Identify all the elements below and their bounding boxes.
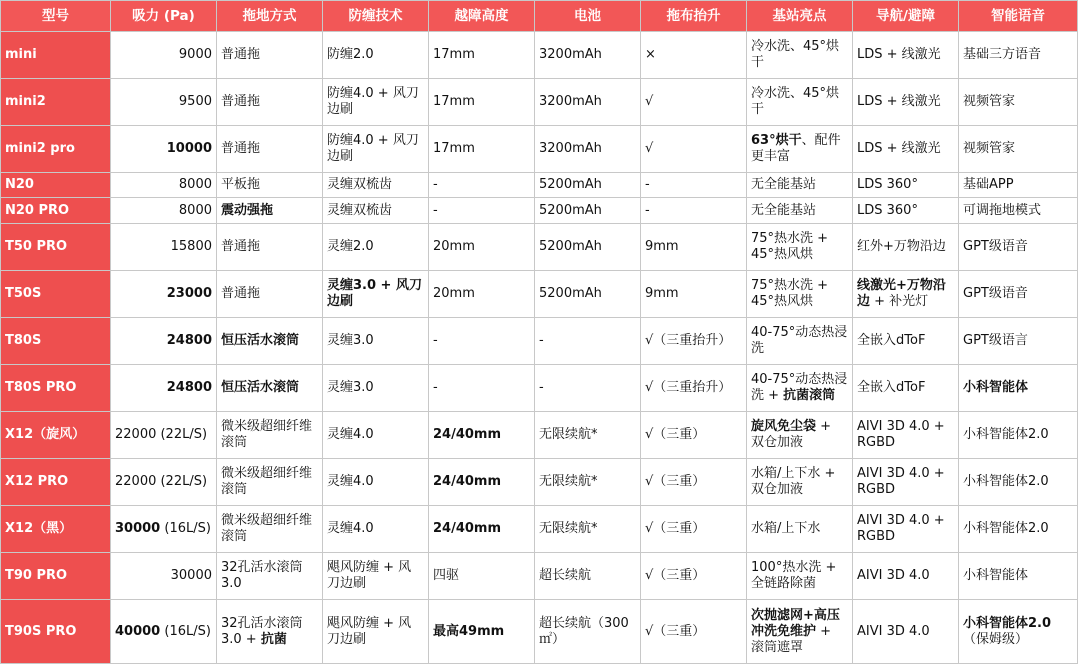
cell-battery: - — [535, 318, 641, 365]
cell-lift: 9mm — [641, 224, 747, 271]
cell-model: T90S PRO — [1, 600, 111, 664]
suction-value: 30000 — [115, 521, 161, 536]
cell-lift: √（三重抬升） — [641, 365, 747, 412]
cell-lift: √（三重） — [641, 553, 747, 600]
suction-flow: (16L/S) — [160, 623, 211, 639]
voice-highlight: 小科智能体2.0 — [963, 615, 1052, 631]
nav-highlight: 线激光+万物沿边 — [857, 278, 946, 309]
cell-mop: 32孔活水滚筒3.0 — [217, 553, 323, 600]
cell-voice: 小科智能体 — [959, 553, 1078, 600]
cell-nav: 全嵌入dToF — [853, 318, 959, 365]
cell-nav: 全嵌入dToF — [853, 365, 959, 412]
cell-station: 冷水洗、45°烘干 — [747, 32, 853, 79]
table-row — [1, 553, 1078, 600]
cell-lift: √（三重） — [641, 412, 747, 459]
cell-obstacle: 17mm — [429, 79, 535, 126]
cell-nav: LDS 360° — [853, 173, 959, 198]
cell-voice — [959, 600, 1078, 664]
cell-station — [747, 412, 853, 459]
cell-mop: 微米级超细纤维滚筒 — [217, 412, 323, 459]
cell-lift: √（三重抬升） — [641, 318, 747, 365]
cell-suction: 8000 — [111, 198, 217, 224]
cell-obstacle: 四驱 — [429, 553, 535, 600]
table-row — [1, 79, 1078, 126]
cell-model: X12（黑） — [1, 506, 111, 553]
cell-suction — [111, 506, 217, 553]
station-highlight: 63°烘干 — [751, 133, 802, 148]
station-text: + 滚筒遮罩 — [751, 623, 832, 655]
cell-tangle: 灵缠4.0 — [323, 459, 429, 506]
cell-station: 75°热水洗 + 45°热风烘 — [747, 271, 853, 318]
cell-tangle: 防缠4.0 + 风刀边刷 — [323, 126, 429, 173]
table-row — [1, 173, 1078, 198]
cell-station: 水箱/上下水 + 双仓加液 — [747, 459, 853, 506]
cell-suction: 22000 (22L/S) — [111, 412, 217, 459]
cell-obstacle: 20mm — [429, 271, 535, 318]
nav-text: + 补光灯 — [870, 294, 929, 309]
table-row — [1, 459, 1078, 506]
cell-mop: 平板拖 — [217, 173, 323, 198]
cell-mop: 恒压活水滚筒 — [217, 318, 323, 365]
cell-mop: 恒压活水滚筒 — [217, 365, 323, 412]
cell-lift: - — [641, 173, 747, 198]
header-obstacle: 越障高度 — [429, 1, 535, 32]
cell-mop: 震动强拖 — [217, 198, 323, 224]
table-row — [1, 412, 1078, 459]
cell-nav: LDS 360° — [853, 198, 959, 224]
cell-obstacle: 24/40mm — [429, 459, 535, 506]
header-tangle: 防缠技术 — [323, 1, 429, 32]
cell-battery: - — [535, 365, 641, 412]
cell-voice: 基础APP — [959, 173, 1078, 198]
cell-nav: AIVI 3D 4.0 + RGBD — [853, 412, 959, 459]
cell-suction — [111, 600, 217, 664]
cell-obstacle: - — [429, 365, 535, 412]
cell-obstacle: 24/40mm — [429, 412, 535, 459]
cell-lift: √ — [641, 79, 747, 126]
cell-tangle: 灵缠双梳齿 — [323, 173, 429, 198]
cell-battery: 无限续航* — [535, 412, 641, 459]
cell-suction: 9000 — [111, 32, 217, 79]
cell-station: 40-75°动态热浸洗 — [747, 318, 853, 365]
cell-battery: 无限续航* — [535, 506, 641, 553]
cell-tangle: 飓风防缠 + 风刀边刷 — [323, 553, 429, 600]
cell-lift: √（三重） — [641, 506, 747, 553]
cell-mop: 普通拖 — [217, 224, 323, 271]
header-nav: 导航/避障 — [853, 1, 959, 32]
table-row — [1, 32, 1078, 79]
voice-text: （保姆级） — [963, 631, 1029, 647]
cell-voice: 小科智能体2.0 — [959, 506, 1078, 553]
cell-voice: 基础三方语音 — [959, 32, 1078, 79]
cell-voice: 视频管家 — [959, 79, 1078, 126]
cell-station: 水箱/上下水 — [747, 506, 853, 553]
table-row — [1, 600, 1078, 664]
cell-battery: 5200mAh — [535, 198, 641, 224]
cell-lift: 9mm — [641, 271, 747, 318]
mop-text: 32孔活水滚筒3.0 + — [221, 615, 303, 647]
cell-model: T90 PRO — [1, 553, 111, 600]
cell-voice: 可调拖地模式 — [959, 198, 1078, 224]
cell-tangle: 灵缠4.0 — [323, 412, 429, 459]
cell-voice: GPT级语言 — [959, 318, 1078, 365]
cell-nav: LDS + 线激光 — [853, 32, 959, 79]
cell-lift: - — [641, 198, 747, 224]
cell-lift: √（三重） — [641, 600, 747, 664]
cell-mop: 普通拖 — [217, 32, 323, 79]
header-model: 型号 — [1, 1, 111, 32]
cell-suction: 23000 — [111, 271, 217, 318]
cell-nav — [853, 271, 959, 318]
cell-model: mini — [1, 32, 111, 79]
cell-model: T50S — [1, 271, 111, 318]
cell-obstacle: - — [429, 198, 535, 224]
table-row — [1, 318, 1078, 365]
cell-suction: 9500 — [111, 79, 217, 126]
cell-suction: 30000 — [111, 553, 217, 600]
station-text: 40-75°动态热浸洗 + — [751, 372, 848, 403]
cell-model: T80S PRO — [1, 365, 111, 412]
cell-nav: AIVI 3D 4.0 — [853, 553, 959, 600]
cell-tangle: 灵缠3.0 — [323, 318, 429, 365]
station-highlight: 次抛滤网+高压冲洗免维护 — [751, 607, 840, 639]
cell-nav: LDS + 线激光 — [853, 126, 959, 173]
cell-tangle: 飓风防缠 + 风刀边刷 — [323, 600, 429, 664]
cell-suction: 10000 — [111, 126, 217, 173]
cell-obstacle: - — [429, 318, 535, 365]
header-lift: 拖布抬升 — [641, 1, 747, 32]
cell-voice: 小科智能体2.0 — [959, 459, 1078, 506]
cell-lift: √（三重） — [641, 459, 747, 506]
cell-suction: 15800 — [111, 224, 217, 271]
cell-obstacle: - — [429, 173, 535, 198]
header-row — [1, 1, 1078, 32]
cell-tangle: 防缠4.0 + 风刀边刷 — [323, 79, 429, 126]
header-mop: 拖地方式 — [217, 1, 323, 32]
cell-battery: 无限续航* — [535, 459, 641, 506]
cell-battery: 3200mAh — [535, 79, 641, 126]
header-station: 基站亮点 — [747, 1, 853, 32]
cell-mop: 微米级超细纤维滚筒 — [217, 506, 323, 553]
cell-tangle: 防缠2.0 — [323, 32, 429, 79]
cell-station — [747, 365, 853, 412]
cell-voice: GPT级语音 — [959, 271, 1078, 318]
header-battery: 电池 — [535, 1, 641, 32]
table-row — [1, 271, 1078, 318]
cell-suction: 24800 — [111, 318, 217, 365]
cell-model: mini2 — [1, 79, 111, 126]
cell-station: 无全能基站 — [747, 198, 853, 224]
table-row — [1, 126, 1078, 173]
suction-flow: (16L/S) — [160, 521, 211, 536]
cell-nav: AIVI 3D 4.0 — [853, 600, 959, 664]
cell-battery: 超长续航 — [535, 553, 641, 600]
header-voice: 智能语音 — [959, 1, 1078, 32]
cell-obstacle: 24/40mm — [429, 506, 535, 553]
cell-tangle: 灵缠3.0 — [323, 365, 429, 412]
cell-station: 无全能基站 — [747, 173, 853, 198]
cell-station: 100°热水洗 + 全链路除菌 — [747, 553, 853, 600]
cell-battery: 3200mAh — [535, 32, 641, 79]
cell-voice: 小科智能体 — [959, 365, 1078, 412]
cell-suction: 22000 (22L/S) — [111, 459, 217, 506]
cell-model: T50 PRO — [1, 224, 111, 271]
cell-voice: GPT级语音 — [959, 224, 1078, 271]
cell-nav: LDS + 线激光 — [853, 79, 959, 126]
cell-battery: 3200mAh — [535, 126, 641, 173]
mop-highlight: 抗菌 — [260, 631, 287, 647]
cell-obstacle: 17mm — [429, 126, 535, 173]
cell-nav: AIVI 3D 4.0 + RGBD — [853, 459, 959, 506]
cell-lift: × — [641, 32, 747, 79]
cell-voice: 视频管家 — [959, 126, 1078, 173]
cell-model: T80S — [1, 318, 111, 365]
cell-model: mini2 pro — [1, 126, 111, 173]
cell-tangle: 灵缠3.0 + 风刀边刷 — [323, 271, 429, 318]
cell-tangle: 灵缠4.0 — [323, 506, 429, 553]
cell-voice: 小科智能体2.0 — [959, 412, 1078, 459]
cell-mop — [217, 600, 323, 664]
cell-mop: 普通拖 — [217, 79, 323, 126]
cell-tangle: 灵缠双梳齿 — [323, 198, 429, 224]
station-highlight: 抗菌滚筒 — [783, 388, 836, 403]
cell-nav: AIVI 3D 4.0 + RGBD — [853, 506, 959, 553]
cell-station — [747, 600, 853, 664]
cell-battery: 超长续航（300㎡） — [535, 600, 641, 664]
cell-model: N20 PRO — [1, 198, 111, 224]
cell-battery: 5200mAh — [535, 173, 641, 198]
suction-value: 40000 — [115, 623, 161, 639]
cell-obstacle: 最高49mm — [429, 600, 535, 664]
cell-tangle: 灵缠2.0 — [323, 224, 429, 271]
cell-obstacle: 17mm — [429, 32, 535, 79]
cell-model: X12（旋风） — [1, 412, 111, 459]
cell-station: 冷水洗、45°烘干 — [747, 79, 853, 126]
cell-station — [747, 126, 853, 173]
cell-battery: 5200mAh — [535, 224, 641, 271]
cell-mop: 微米级超细纤维滚筒 — [217, 459, 323, 506]
cell-battery: 5200mAh — [535, 271, 641, 318]
cell-lift: √ — [641, 126, 747, 173]
station-text: 、配件更丰富 — [751, 133, 841, 164]
station-highlight: 旋风免尘袋 — [751, 419, 817, 434]
cell-obstacle: 20mm — [429, 224, 535, 271]
table-row — [1, 506, 1078, 553]
cell-model: X12 PRO — [1, 459, 111, 506]
cell-suction: 24800 — [111, 365, 217, 412]
table-row — [1, 365, 1078, 412]
cell-mop: 普通拖 — [217, 271, 323, 318]
table-row — [1, 198, 1078, 224]
cell-mop: 普通拖 — [217, 126, 323, 173]
cell-suction: 8000 — [111, 173, 217, 198]
cell-station: 75°热水洗 + 45°热风烘 — [747, 224, 853, 271]
cell-model: N20 — [1, 173, 111, 198]
cell-nav: 红外+万物沿边 — [853, 224, 959, 271]
station-text: + 双仓加液 — [751, 419, 832, 450]
header-suction: 吸力 (Pa) — [111, 1, 217, 32]
table-row — [1, 224, 1078, 271]
